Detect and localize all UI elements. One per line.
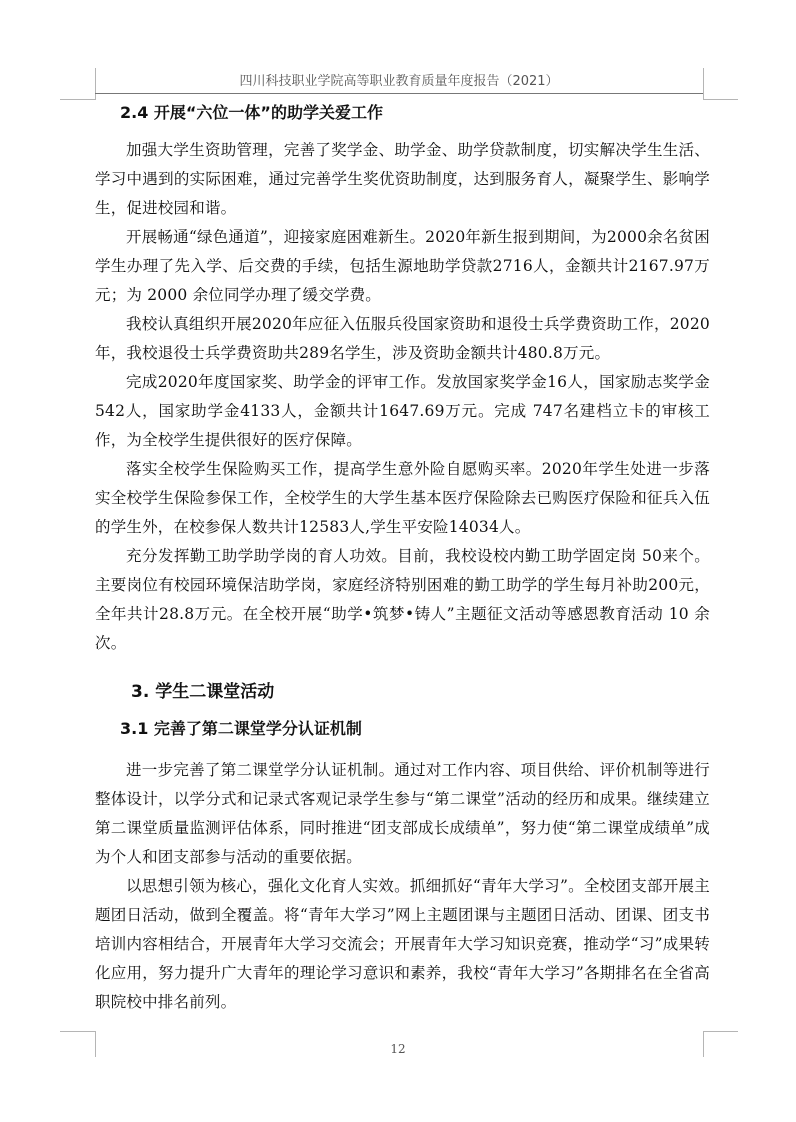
crop-mark-bottom-left-h <box>60 1031 95 1032</box>
page-body <box>95 98 710 1017</box>
paragraph: 我校认真组织开展2020年应征入伍服兵役国家资助和退役士兵学费资助工作，2020年，我校退役士兵学费资助共289名学生，涉及资助金额共计480.8万元。 <box>95 315 710 362</box>
paragraph: 进一步完善了第二课堂学分认证机制。通过对工作内容、项目供给、评价机制等进行整体设计，以学分式和记录式客观记录学生参与“第二课堂”活动的经历和成果。继续建立第二课堂质量监测评估体系，同时推进“团支部成长成绩单”，努力使“第二课堂成绩单”成为个人和团支部参与活动的重要依据。 <box>95 761 710 866</box>
section-3-1-heading: 3.1 完善了第二课堂学分认证机制 <box>120 719 362 738</box>
crop-mark-bottom-right-h <box>703 1031 738 1032</box>
page-number: 12 <box>390 1042 406 1056</box>
paragraph: 落实全校学生保险购买工作，提高学生意外险自愿购买率。2020年学生处进一步落实全校学生保险参保工作，全校学生的大学生基本医疗保险除去已购医疗保险和征兵入伍的学生外，在校参保人数共计12583人,学生平安险14034人。 <box>95 460 710 536</box>
paragraph: 加强大学生资助管理，完善了奖学金、助学金、助学贷款制度，切实解决学生生活、学习中遇到的实际困难，通过完善学生奖优资助制度，达到服务育人，凝聚学生、影响学生，促进校园和谐。 <box>95 141 710 217</box>
paragraph: 完成2020年度国家奖、助学金的评审工作。发放国家奖学金16人，国家励志奖学金542人，国家助学金4133人，金额共计1647.69万元。完成 747名建档立卡的审核工作，为全校学生提供很好的医疗保障。 <box>95 373 710 449</box>
paragraph: 以思想引领为核心，强化文化育人实效。抓细抓好“青年大学习”。全校团支部开展主题团日活动，做到全覆盖。将“青年大学习”网上主题团课与主题团日活动、团课、团支书培训内容相结合，开展青年大学习交流会；开展青年大学习知识竞赛，推动学“习”成果转化应用，努力提升广大青年的理论学习意识和素养，我校“青年大学习”各期排名在全省高职院校中排名前列。 <box>95 877 710 1011</box>
section-2-4-heading: 2.4 开展“六位一体”的助学关爱工作 <box>120 103 383 122</box>
paragraph: 充分发挥勤工助学助学岗的育人功效。目前，我校设校内勤工助学固定岗 50来个。主要岗位有校园环境保洁助学岗，家庭经济特别困难的勤工助学的学生每月补助200元，全年共计28.8万元。在全校开展“助学•筑梦•铸人”主题征文活动等感恩教育活动 10 余次。 <box>95 547 710 652</box>
paragraph: 开展畅通“绿色通道”，迎接家庭困难新生。2020年新生报到期间，为2000余名贫困学生办理了先入学、后交费的手续，包括生源地助学贷款2716人，金额共计2167.97万元；为 2000 余位同学办理了缓交学费。 <box>95 228 710 304</box>
section-3-heading: 3. 学生二课堂活动 <box>131 682 275 702</box>
crop-mark-top-left-h <box>60 99 95 100</box>
crop-mark-top-right <box>703 68 704 100</box>
page-header: 四川科技职业学院高等职业教育质量年度报告（2021） <box>95 70 703 94</box>
